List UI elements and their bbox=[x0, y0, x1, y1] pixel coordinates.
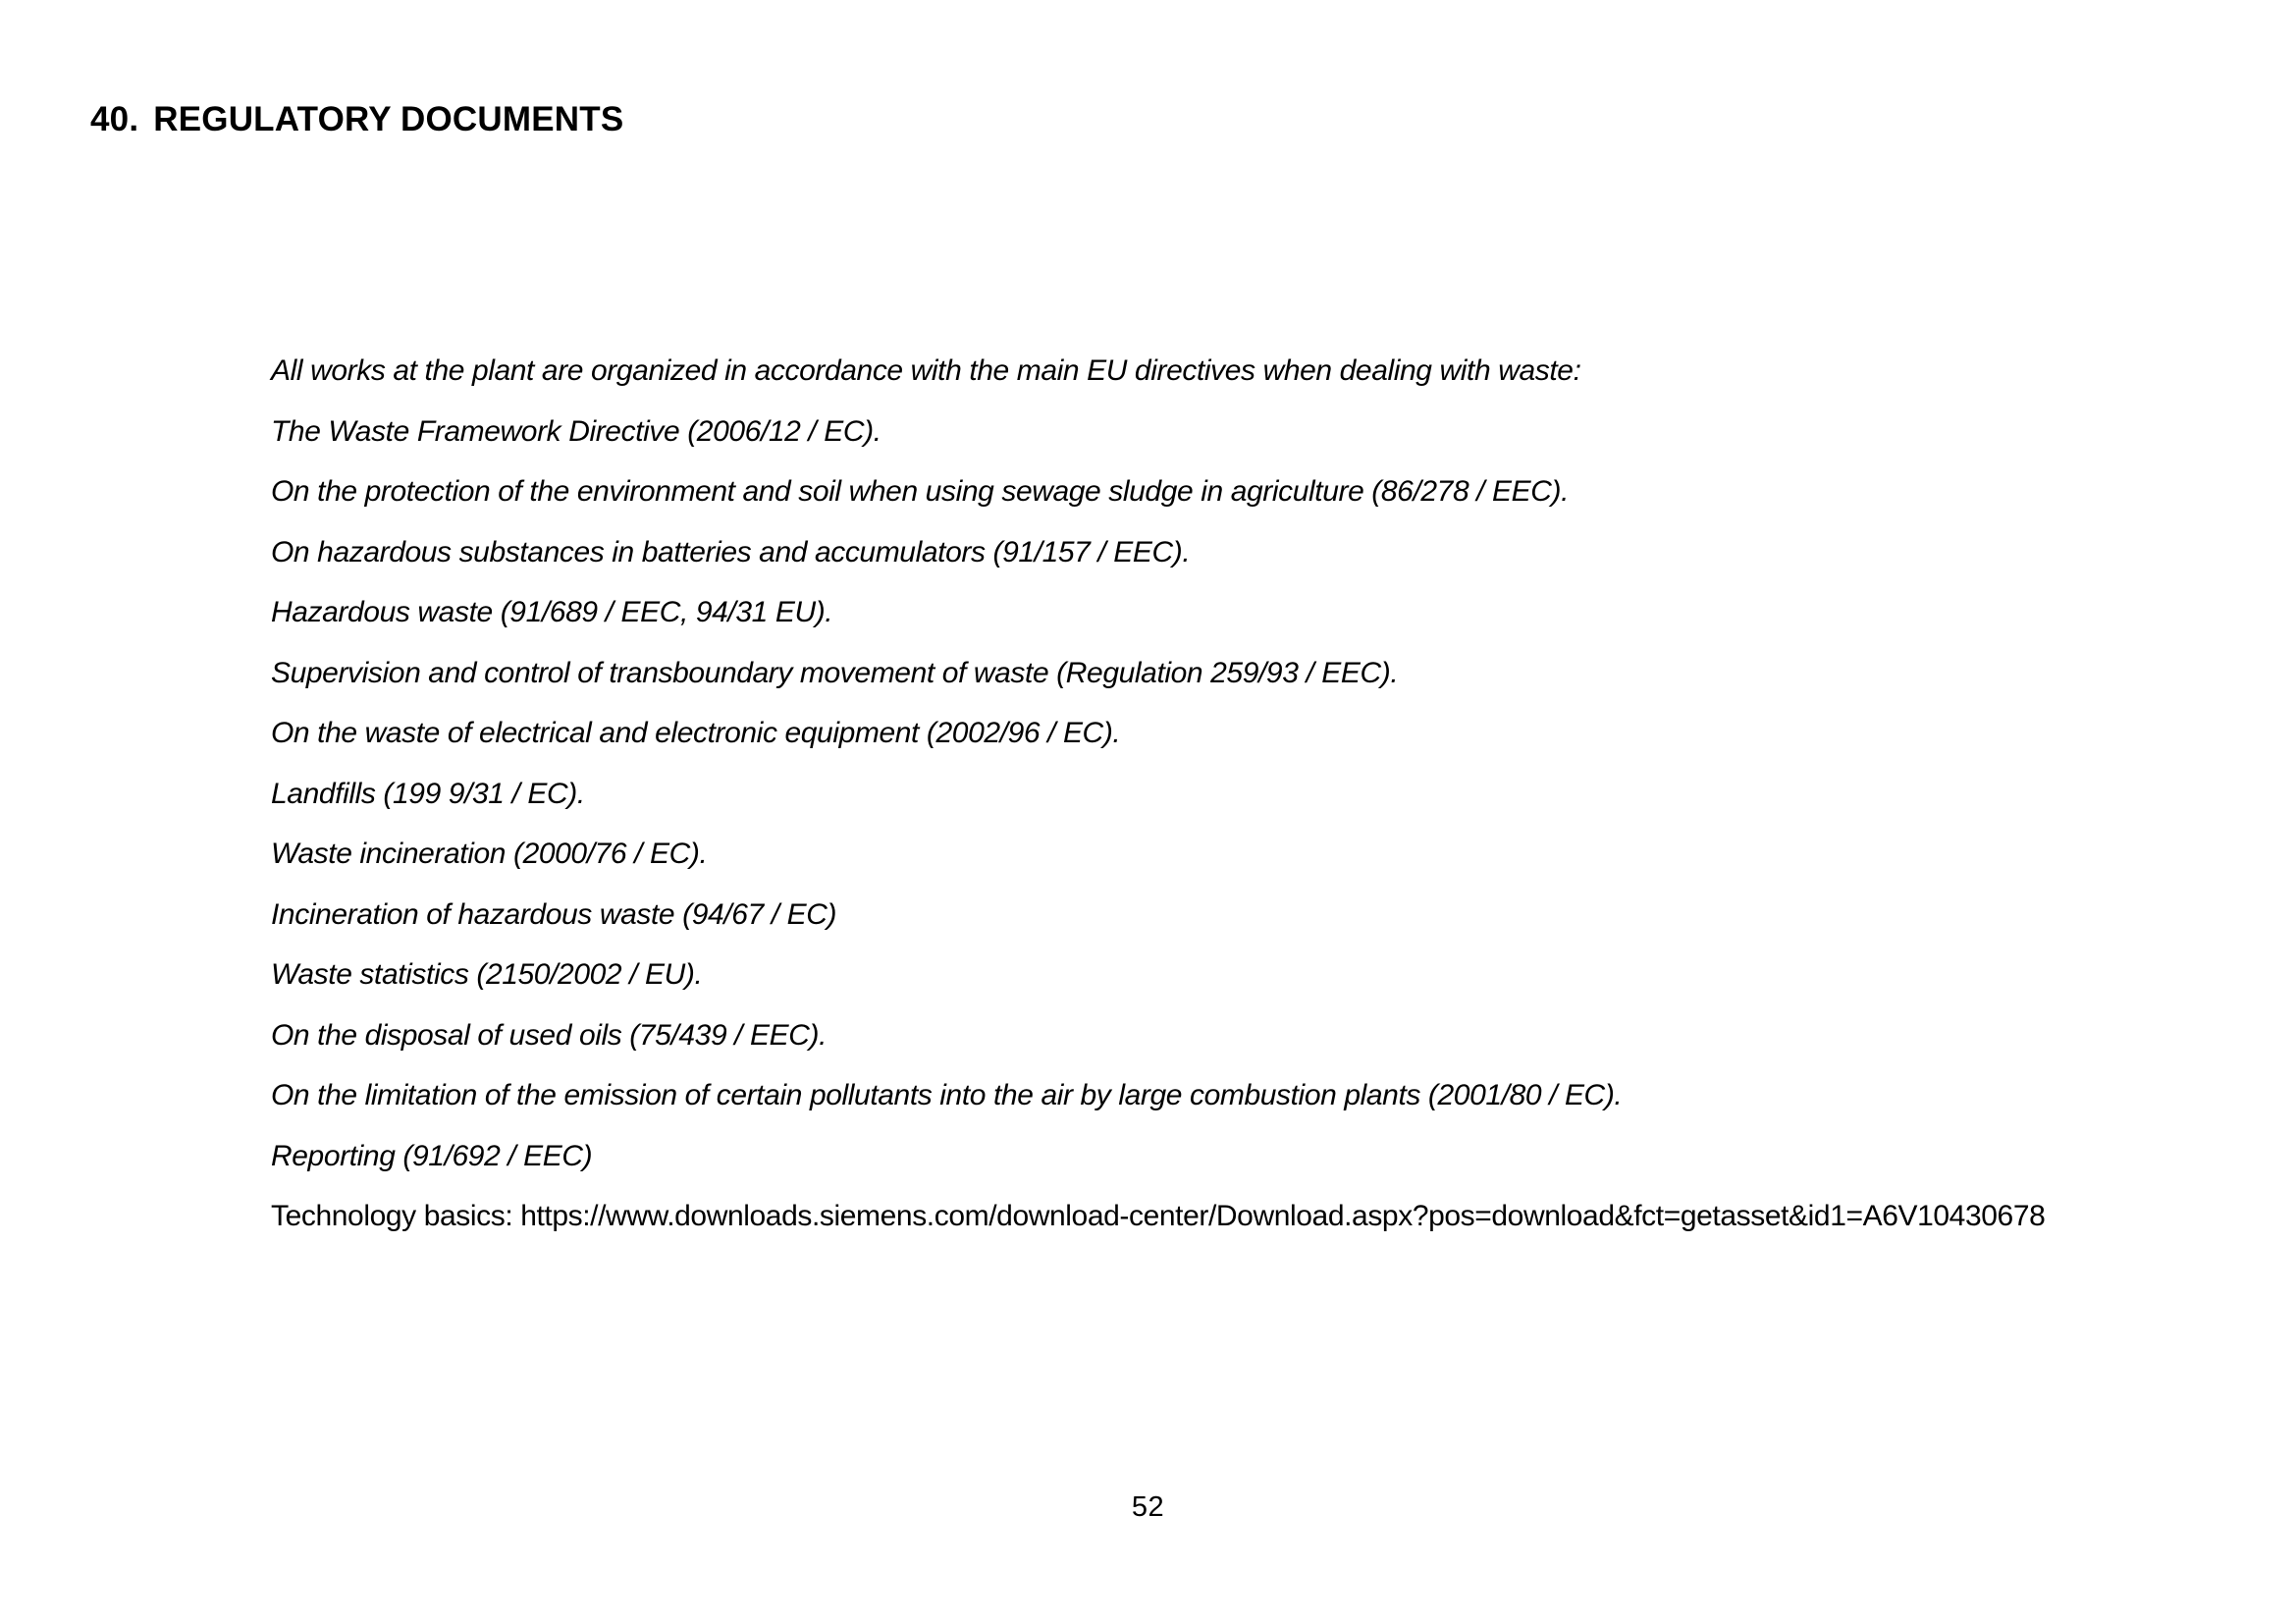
body-line: Waste incineration (2000/76 / EC). bbox=[271, 838, 708, 870]
body-line: Reporting (91/692 / EEC) bbox=[271, 1139, 593, 1172]
body-line: Incineration of hazardous waste (94/67 / EC) bbox=[271, 897, 837, 931]
section-heading bbox=[90, 100, 623, 139]
body-line: On the waste of electrical and electronic equipment (2002/96 / EC). bbox=[271, 717, 1121, 749]
technology-basics-line: Technology basics: https://www.downloads.siemens.com/download-center/Download.aspx?pos=download&fct=getasset&id1=A6V10430678 bbox=[271, 1200, 2046, 1232]
body-text bbox=[271, 341, 2045, 1247]
body-line: Supervision and control of transboundary movement of waste (Regulation 259/93 / EEC). bbox=[271, 656, 1399, 689]
body-line: Landfills (199 9/31 / EC). bbox=[271, 777, 585, 810]
body-line: On the limitation of the emission of certain pollutants into the air by large combustion plants (2001/80 / EC). bbox=[271, 1079, 1623, 1111]
body-line-intro: All works at the plant are organized in accordance with the main EU directives when dealing with waste: bbox=[271, 354, 1581, 387]
body-line: Hazardous waste (91/689 / EEC, 94/31 EU). bbox=[271, 596, 833, 628]
section-number: 40. bbox=[90, 100, 139, 138]
body-line: Waste statistics (2150/2002 / EU). bbox=[271, 958, 703, 991]
page-number: 52 bbox=[1131, 1491, 1165, 1523]
body-line: On the protection of the environment and soil when using sewage sludge in agriculture (86/278 / EEC). bbox=[271, 475, 1570, 508]
section-title: REGULATORY DOCUMENTS bbox=[153, 100, 624, 138]
body-line: On the disposal of used oils (75/439 / EEC). bbox=[271, 1018, 828, 1052]
body-line: The Waste Framework Directive (2006/12 / EC). bbox=[271, 414, 881, 448]
body-line: On hazardous substances in batteries and accumulators (91/157 / EEC). bbox=[271, 535, 1191, 568]
